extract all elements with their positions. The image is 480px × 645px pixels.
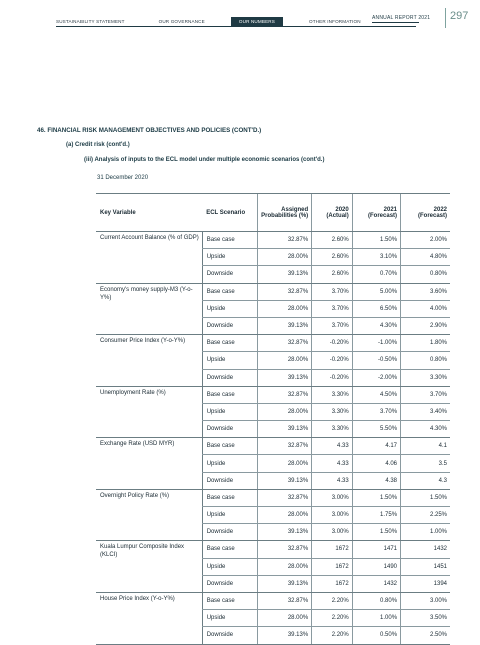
scenario-cell: Downside [202, 472, 257, 489]
value-2022-cell: 4.1 [401, 438, 450, 455]
value-2022-cell: 0.80% [401, 266, 450, 283]
probability-cell: 28.00% [257, 249, 311, 266]
value-2020-cell: 2.60% [312, 249, 353, 266]
key-variable-cell: Exchange Rate (USD MYR) [96, 438, 202, 490]
scenario-cell: Base case [202, 541, 257, 558]
scenario-cell: Downside [202, 575, 257, 592]
scenario-cell: Upside [202, 249, 257, 266]
value-2022-cell: 2.90% [401, 317, 450, 334]
table-row [96, 489, 450, 506]
value-2021-cell: 4.50% [352, 386, 400, 403]
table-body [96, 232, 450, 645]
value-2021-cell: -1.00% [352, 335, 400, 352]
probability-cell: 32.87% [257, 386, 311, 403]
probability-cell: 28.00% [257, 507, 311, 524]
value-2022-cell: 2.25% [401, 507, 450, 524]
value-2021-cell: 3.10% [352, 249, 400, 266]
probability-cell: 32.87% [257, 489, 311, 506]
header-ecl-scenario: ECL Scenario [202, 194, 257, 232]
header-key-variable: Key Variable [96, 194, 202, 232]
report-title-underline [372, 22, 419, 23]
value-2020-cell: 3.70% [312, 283, 353, 300]
key-variable-cell: Unemployment Rate (%) [96, 386, 202, 438]
scenario-cell: Downside [202, 627, 257, 644]
probability-cell: 39.13% [257, 575, 311, 592]
scenario-cell: Base case [202, 592, 257, 609]
probability-cell: 32.87% [257, 335, 311, 352]
value-2020-cell: -0.20% [312, 335, 353, 352]
probability-cell: 32.87% [257, 232, 311, 249]
scenario-cell: Upside [202, 507, 257, 524]
key-variable-cell: Economy's money supply-M3 (Y-o-Y%) [96, 283, 202, 335]
value-2020-cell: 3.30% [312, 403, 353, 420]
probability-cell: 39.13% [257, 627, 311, 644]
value-2020-cell: 4.33 [312, 438, 353, 455]
value-2020-cell: 3.30% [312, 386, 353, 403]
scenario-cell: Base case [202, 283, 257, 300]
value-2020-cell: 3.00% [312, 507, 353, 524]
value-2021-cell: -0.50% [352, 352, 400, 369]
value-2020-cell: 2.60% [312, 232, 353, 249]
value-2021-cell: 1.50% [352, 489, 400, 506]
value-2020-cell: 3.70% [312, 317, 353, 334]
scenario-cell: Downside [202, 524, 257, 541]
value-2022-cell: 2.00% [401, 232, 450, 249]
value-2021-cell: 4.06 [352, 455, 400, 472]
value-2021-cell: -2.00% [352, 369, 400, 386]
value-2022-cell: 3.60% [401, 283, 450, 300]
table-row [96, 232, 450, 249]
page-number: 297 [450, 10, 469, 22]
value-2022-cell: 4.80% [401, 249, 450, 266]
value-2021-cell: 0.70% [352, 266, 400, 283]
value-2020-cell: 1672 [312, 575, 353, 592]
value-2020-cell: -0.20% [312, 369, 353, 386]
value-2020-cell: 4.33 [312, 472, 353, 489]
scenario-cell: Base case [202, 438, 257, 455]
probability-cell: 32.87% [257, 541, 311, 558]
ecl-scenario-table [96, 193, 450, 645]
nav-our-numbers[interactable]: OUR NUMBERS [231, 17, 283, 26]
scenario-cell: Upside [202, 558, 257, 575]
value-2022-cell: 3.30% [401, 369, 450, 386]
table-row [96, 541, 450, 558]
value-2022-cell: 1.80% [401, 335, 450, 352]
value-2021-cell: 1.75% [352, 507, 400, 524]
header-2021-forecast: 2021 (Forecast) [352, 194, 400, 232]
page-number-divider [445, 8, 446, 28]
value-2020-cell: 3.30% [312, 421, 353, 438]
value-2022-cell: 3.40% [401, 403, 450, 420]
value-2021-cell: 1.50% [352, 524, 400, 541]
probability-cell: 28.00% [257, 610, 311, 627]
value-2021-cell: 3.70% [352, 403, 400, 420]
key-variable-cell: Kuala Lumpur Composite Index (KLCI) [96, 541, 202, 593]
value-2021-cell: 6.50% [352, 300, 400, 317]
value-2020-cell: 1672 [312, 558, 353, 575]
value-2021-cell: 0.50% [352, 627, 400, 644]
value-2022-cell: 3.5 [401, 455, 450, 472]
value-2022-cell: 3.00% [401, 592, 450, 609]
value-2022-cell: 1451 [401, 558, 450, 575]
table-header-row [96, 194, 450, 232]
scenario-cell: Downside [202, 369, 257, 386]
probability-cell: 32.87% [257, 438, 311, 455]
value-2021-cell: 5.00% [352, 283, 400, 300]
scenario-cell: Base case [202, 335, 257, 352]
scenario-cell: Base case [202, 489, 257, 506]
value-2020-cell: 2.60% [312, 266, 353, 283]
header-2020-actual: 2020 (Actual) [312, 194, 353, 232]
scenario-cell: Upside [202, 610, 257, 627]
value-2021-cell: 4.30% [352, 317, 400, 334]
value-2022-cell: 1432 [401, 541, 450, 558]
header-assigned-probabilities: Assigned Probabilities (%) [257, 194, 311, 232]
probability-cell: 28.00% [257, 455, 311, 472]
value-2022-cell: 4.3 [401, 472, 450, 489]
value-2022-cell: 1.00% [401, 524, 450, 541]
value-2020-cell: 3.70% [312, 300, 353, 317]
value-2022-cell: 3.70% [401, 386, 450, 403]
nav-sustainability-statement[interactable]: SUSTAINABILITY STATEMENT [56, 18, 125, 24]
scenario-cell: Downside [202, 266, 257, 283]
scenario-cell: Downside [202, 421, 257, 438]
scenario-cell: Upside [202, 352, 257, 369]
key-variable-cell: Overnight Policy Rate (%) [96, 489, 202, 541]
value-2020-cell: 2.20% [312, 610, 353, 627]
probability-cell: 39.13% [257, 266, 311, 283]
nav-other-information[interactable]: OTHER INFORMATION [308, 18, 361, 24]
table-row [96, 438, 450, 455]
value-2020-cell: 3.00% [312, 524, 353, 541]
table-row [96, 335, 450, 352]
probability-cell: 39.13% [257, 421, 311, 438]
probability-cell: 39.13% [257, 524, 311, 541]
value-2022-cell: 1.50% [401, 489, 450, 506]
value-2021-cell: 5.50% [352, 421, 400, 438]
subsection-credit-risk: (a) Credit risk (cont'd.) [66, 142, 130, 148]
value-2021-cell: 1432 [352, 575, 400, 592]
scenario-cell: Upside [202, 403, 257, 420]
value-2020-cell: -0.20% [312, 352, 353, 369]
scenario-cell: Upside [202, 455, 257, 472]
probability-cell: 39.13% [257, 472, 311, 489]
probability-cell: 39.13% [257, 317, 311, 334]
value-2022-cell: 1394 [401, 575, 450, 592]
value-2021-cell: 0.80% [352, 592, 400, 609]
value-2022-cell: 4.30% [401, 421, 450, 438]
scenario-cell: Upside [202, 300, 257, 317]
header-2022-forecast: 2022 (Forecast) [401, 194, 450, 232]
probability-cell: 32.87% [257, 592, 311, 609]
top-navigation [56, 16, 395, 26]
value-2022-cell: 0.80% [401, 352, 450, 369]
section-title: 46. FINANCIAL RISK MANAGEMENT OBJECTIVES AND POLICIES (CONT'D.) [37, 127, 262, 134]
value-2021-cell: 1.50% [352, 232, 400, 249]
probability-cell: 39.13% [257, 369, 311, 386]
table-date: 31 December 2020 [97, 175, 149, 181]
value-2022-cell: 4.00% [401, 300, 450, 317]
value-2020-cell: 4.33 [312, 455, 353, 472]
value-2022-cell: 2.50% [401, 627, 450, 644]
table-row [96, 592, 450, 609]
table-row [96, 283, 450, 300]
scenario-cell: Base case [202, 232, 257, 249]
subsection-ecl-analysis: (iii) Analysis of inputs to the ECL model under multiple economic scenarios (cont'd.) [84, 157, 325, 163]
scenario-cell: Base case [202, 386, 257, 403]
value-2020-cell: 2.20% [312, 592, 353, 609]
key-variable-cell: Current Account Balance (% of GDP) [96, 232, 202, 284]
value-2021-cell: 1490 [352, 558, 400, 575]
value-2022-cell: 3.50% [401, 610, 450, 627]
value-2021-cell: 1471 [352, 541, 400, 558]
report-title: ANNUAL REPORT 2021 [372, 15, 431, 21]
value-2021-cell: 4.17 [352, 438, 400, 455]
value-2020-cell: 1672 [312, 541, 353, 558]
probability-cell: 28.00% [257, 352, 311, 369]
scenario-cell: Downside [202, 317, 257, 334]
probability-cell: 28.00% [257, 300, 311, 317]
value-2021-cell: 4.38 [352, 472, 400, 489]
nav-our-governance[interactable]: OUR GOVERNANCE [158, 18, 205, 24]
value-2020-cell: 2.20% [312, 627, 353, 644]
key-variable-cell: House Price Index (Y-o-Y%) [96, 592, 202, 644]
table-row [96, 386, 450, 403]
probability-cell: 32.87% [257, 283, 311, 300]
key-variable-cell: Consumer Price Index (Y-o-Y%) [96, 335, 202, 387]
value-2021-cell: 1.00% [352, 610, 400, 627]
value-2020-cell: 3.00% [312, 489, 353, 506]
probability-cell: 28.00% [257, 403, 311, 420]
probability-cell: 28.00% [257, 558, 311, 575]
nav-divider [56, 26, 416, 27]
